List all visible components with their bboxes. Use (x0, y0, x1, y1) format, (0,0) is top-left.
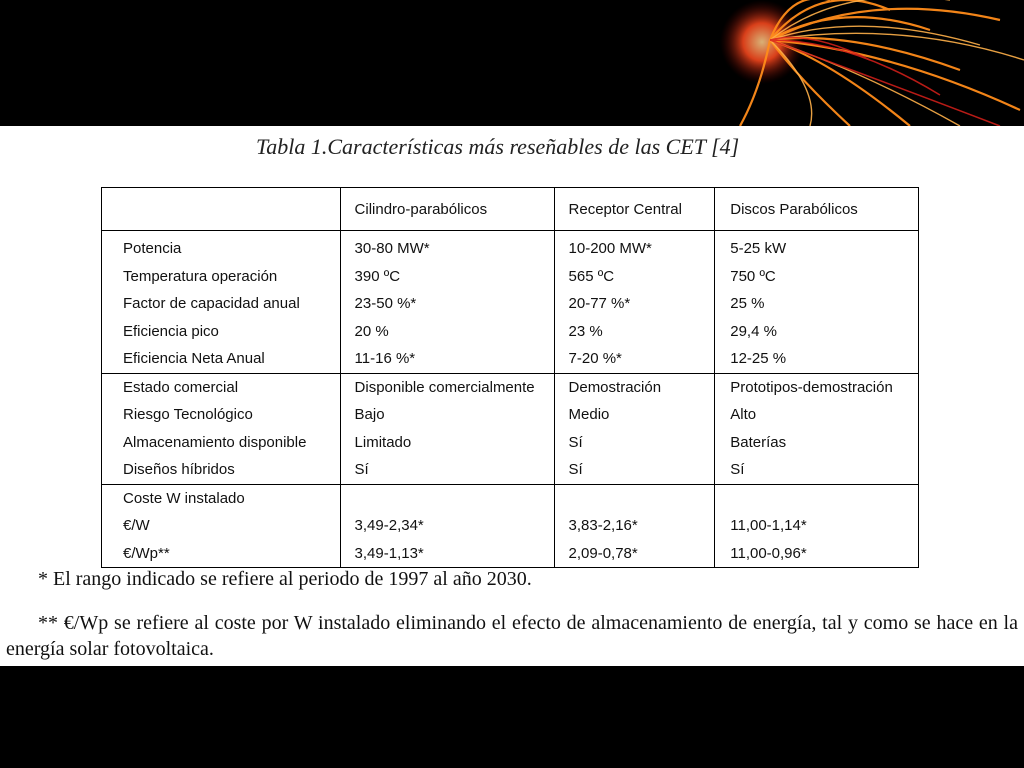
row-label: Estado comercial (102, 373, 341, 401)
table-cell (554, 484, 715, 512)
table-cell: 30-80 MW* (340, 231, 554, 263)
table-cell: 11,00-1,14* (715, 512, 919, 540)
footnote-wp: ** €/Wp se refiere al coste por W instalado eliminando el efecto de almacenamiento de energía, tal y como se hace en la energía solar fotovoltaica. (6, 612, 1018, 660)
table-cell: Limitado (340, 429, 554, 457)
row-label: Riesgo Tecnológico (102, 401, 341, 429)
row-label: Temperatura operación (102, 263, 341, 291)
table-cell: Sí (554, 456, 715, 484)
table-cell: 7-20 %* (554, 345, 715, 373)
table-cell: Demostración (554, 373, 715, 401)
row-label: Factor de capacidad anual (102, 290, 341, 318)
header-cell-discos: Discos Parabólicos (715, 188, 919, 231)
table-cell: 750 ºC (715, 263, 919, 291)
table-cell: 5-25 kW (715, 231, 919, 263)
row-label: €/W (102, 512, 341, 540)
table-cell: 25 % (715, 290, 919, 318)
table-cell: 565 ºC (554, 263, 715, 291)
table-caption: Tabla 1.Características más reseñables de las CET [4] (256, 134, 740, 159)
header-cell-receptor: Receptor Central (554, 188, 715, 231)
table-row (102, 456, 919, 484)
table-cell: 20-77 %* (554, 290, 715, 318)
row-label: Almacenamiento disponible (102, 429, 341, 457)
row-label: Potencia (102, 231, 341, 263)
row-label: Diseños híbridos (102, 456, 341, 484)
table-cell: Medio (554, 401, 715, 429)
table-cell: 23-50 %* (340, 290, 554, 318)
table-row (102, 263, 919, 291)
cet-characteristics-table (101, 187, 919, 568)
row-label: Coste W instalado (102, 484, 341, 512)
table-row (102, 290, 919, 318)
footnote-range: * El rango indicado se refiere al periodo de 1997 al año 2030. (38, 568, 532, 590)
table-row (102, 512, 919, 540)
table-cell: Sí (554, 429, 715, 457)
table-cell: 3,83-2,16* (554, 512, 715, 540)
row-label: Eficiencia pico (102, 318, 341, 346)
table-cell (340, 484, 554, 512)
slide-content (0, 126, 1024, 666)
firework-decoration (700, 0, 1024, 126)
table-header-row (102, 188, 919, 231)
table-row (102, 429, 919, 457)
row-label: €/Wp** (102, 540, 341, 568)
table-cell: 29,4 % (715, 318, 919, 346)
table-row (102, 484, 919, 512)
table-cell: Baterías (715, 429, 919, 457)
bottom-band (0, 666, 1024, 768)
table-row (102, 540, 919, 568)
table-row (102, 345, 919, 373)
table-cell: Bajo (340, 401, 554, 429)
table-row (102, 401, 919, 429)
header-cell-cilindro: Cilindro-parabólicos (340, 188, 554, 231)
table-row (102, 231, 919, 263)
table-cell: Sí (715, 456, 919, 484)
table-cell: Alto (715, 401, 919, 429)
table-row (102, 373, 919, 401)
header-cell-empty (102, 188, 341, 231)
table-cell: 20 % (340, 318, 554, 346)
table-cell: Prototipos-demostración (715, 373, 919, 401)
table-cell: 10-200 MW* (554, 231, 715, 263)
table-cell: 11,00-0,96* (715, 540, 919, 568)
table-cell: 2,09-0,78* (554, 540, 715, 568)
table-cell: Sí (340, 456, 554, 484)
table-cell: 3,49-1,13* (340, 540, 554, 568)
table-cell: 12-25 % (715, 345, 919, 373)
table-cell: Disponible comercialmente (340, 373, 554, 401)
table-cell: 11-16 %* (340, 345, 554, 373)
table-cell: 23 % (554, 318, 715, 346)
table-cell: 3,49-2,34* (340, 512, 554, 540)
table-row (102, 318, 919, 346)
top-band (0, 0, 1024, 126)
table-cell: 390 ºC (340, 263, 554, 291)
row-label: Eficiencia Neta Anual (102, 345, 341, 373)
table-cell (715, 484, 919, 512)
